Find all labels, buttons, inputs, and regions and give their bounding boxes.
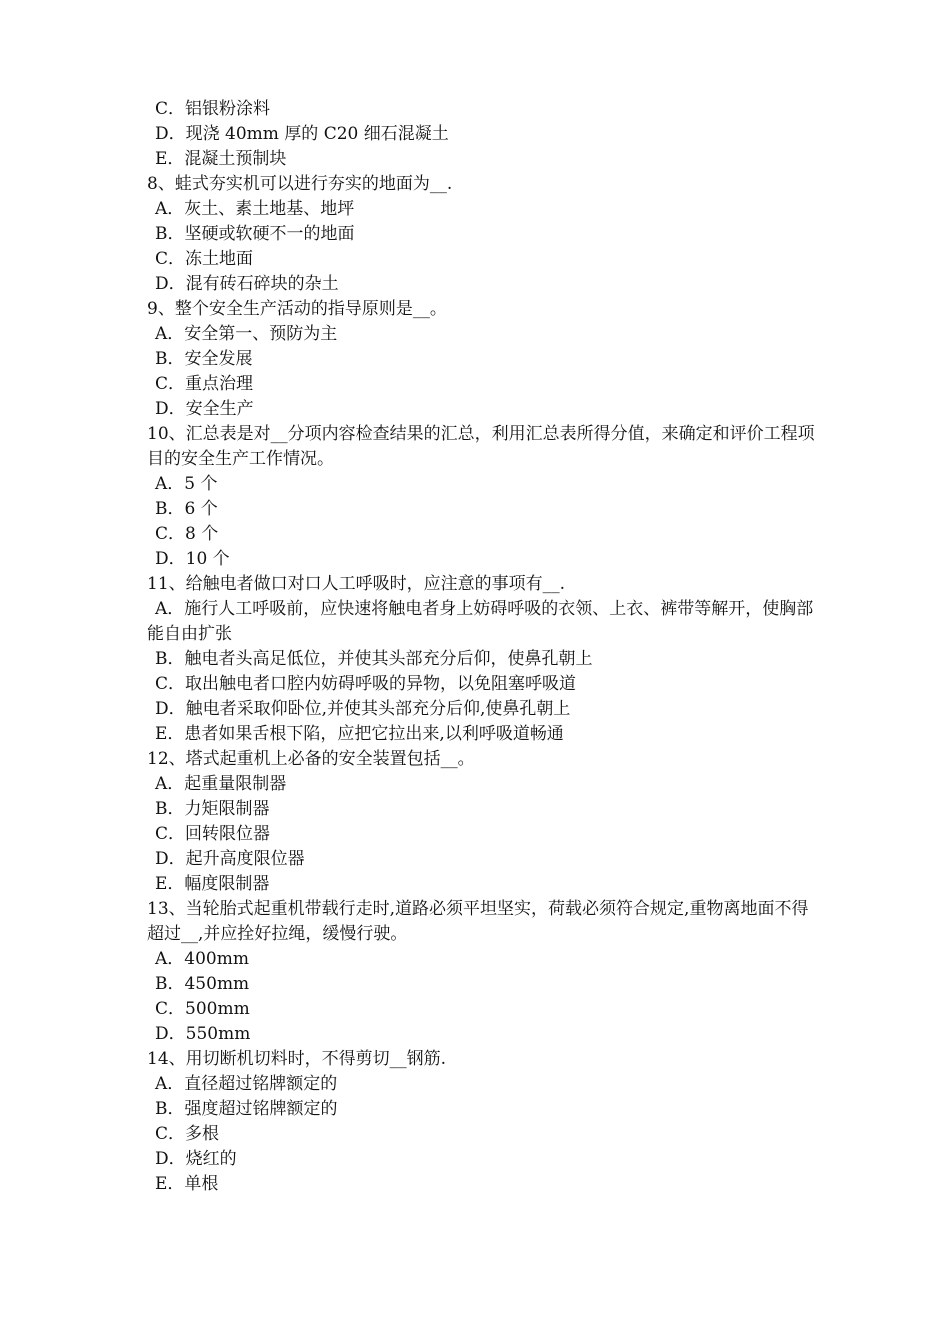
option-line: C．多根: [155, 1124, 220, 1144]
option-line: B．6 个: [155, 499, 218, 519]
option-line: E．单根: [155, 1174, 219, 1194]
option-line: B．强度超过铭牌额定的: [155, 1099, 338, 1119]
question-line: 13、当轮胎式起重机带载行走时,道路必须平坦坚实，荷载必须符合规定,重物离地面不得超过__,并应拴好拉绳，缓慢行驶。: [147, 899, 809, 944]
option-line: C．回转限位器: [155, 824, 271, 844]
option-line: D．安全生产: [155, 399, 254, 419]
option-line: C．8 个: [155, 524, 219, 544]
option-line: B．450mm: [155, 974, 250, 994]
option-line: B．力矩限制器: [155, 799, 270, 819]
question-line: 9、整个安全生产活动的指导原则是__。: [147, 299, 447, 319]
option-line: D．550mm: [155, 1024, 251, 1044]
question-line: 10、汇总表是对__分项内容检查结果的汇总，利用汇总表所得分值，来确定和评价工程项目的安全生产工作情况。: [147, 424, 815, 469]
document-body: [147, 97, 817, 1197]
option-line: D．触电者采取仰卧位,并使其头部充分后仰,使鼻孔朝上: [155, 699, 571, 719]
option-line: A．5 个: [155, 474, 218, 494]
option-line: A．灰土、素土地基、地坪: [155, 199, 355, 219]
question-line: 12、塔式起重机上必备的安全装置包括__。: [147, 749, 475, 769]
option-line: D．现浇 40mm 厚的 C20 细石混凝土: [155, 124, 449, 144]
question-line: 11、给触电者做口对口人工呼吸时，应注意的事项有__.: [147, 574, 566, 594]
option-line: D．10 个: [155, 549, 230, 569]
option-line: A．施行人工呼吸前，应快速将触电者身上妨碍呼吸的衣领、上衣、裤带等解开，使胸部能自由扩张: [147, 599, 814, 644]
option-line: B．触电者头高足低位，并使其头部充分后仰，使鼻孔朝上: [155, 649, 593, 669]
option-line: E．幅度限制器: [155, 874, 270, 894]
option-line: C．取出触电者口腔内妨碍呼吸的异物，以免阻塞呼吸道: [155, 674, 577, 694]
option-line: C．冻土地面: [155, 249, 254, 269]
option-line: B．安全发展: [155, 349, 253, 369]
option-line: D．混有砖石碎块的杂土: [155, 274, 339, 294]
option-line: E．患者如果舌根下陷，应把它拉出来,以利呼吸道畅通: [155, 724, 564, 744]
option-line: C．500mm: [155, 999, 250, 1019]
option-line: A．400mm: [155, 949, 249, 969]
option-line: C．重点治理: [155, 374, 254, 394]
option-line: D．起升高度限位器: [155, 849, 305, 869]
option-line: E．混凝土预制块: [155, 149, 287, 169]
option-line: A．安全第一、预防为主: [155, 324, 338, 344]
option-line: A．起重量限制器: [155, 774, 287, 794]
question-line: 8、蛙式夯实机可以进行夯实的地面为__.: [147, 174, 453, 194]
option-line: A．直径超过铭牌额定的: [155, 1074, 338, 1094]
option-line: C．铝银粉涂料: [155, 99, 271, 119]
question-line: 14、用切断机切料时，不得剪切__钢筋.: [147, 1049, 447, 1069]
option-line: B．坚硬或软硬不一的地面: [155, 224, 355, 244]
option-line: D．烧红的: [155, 1149, 237, 1169]
